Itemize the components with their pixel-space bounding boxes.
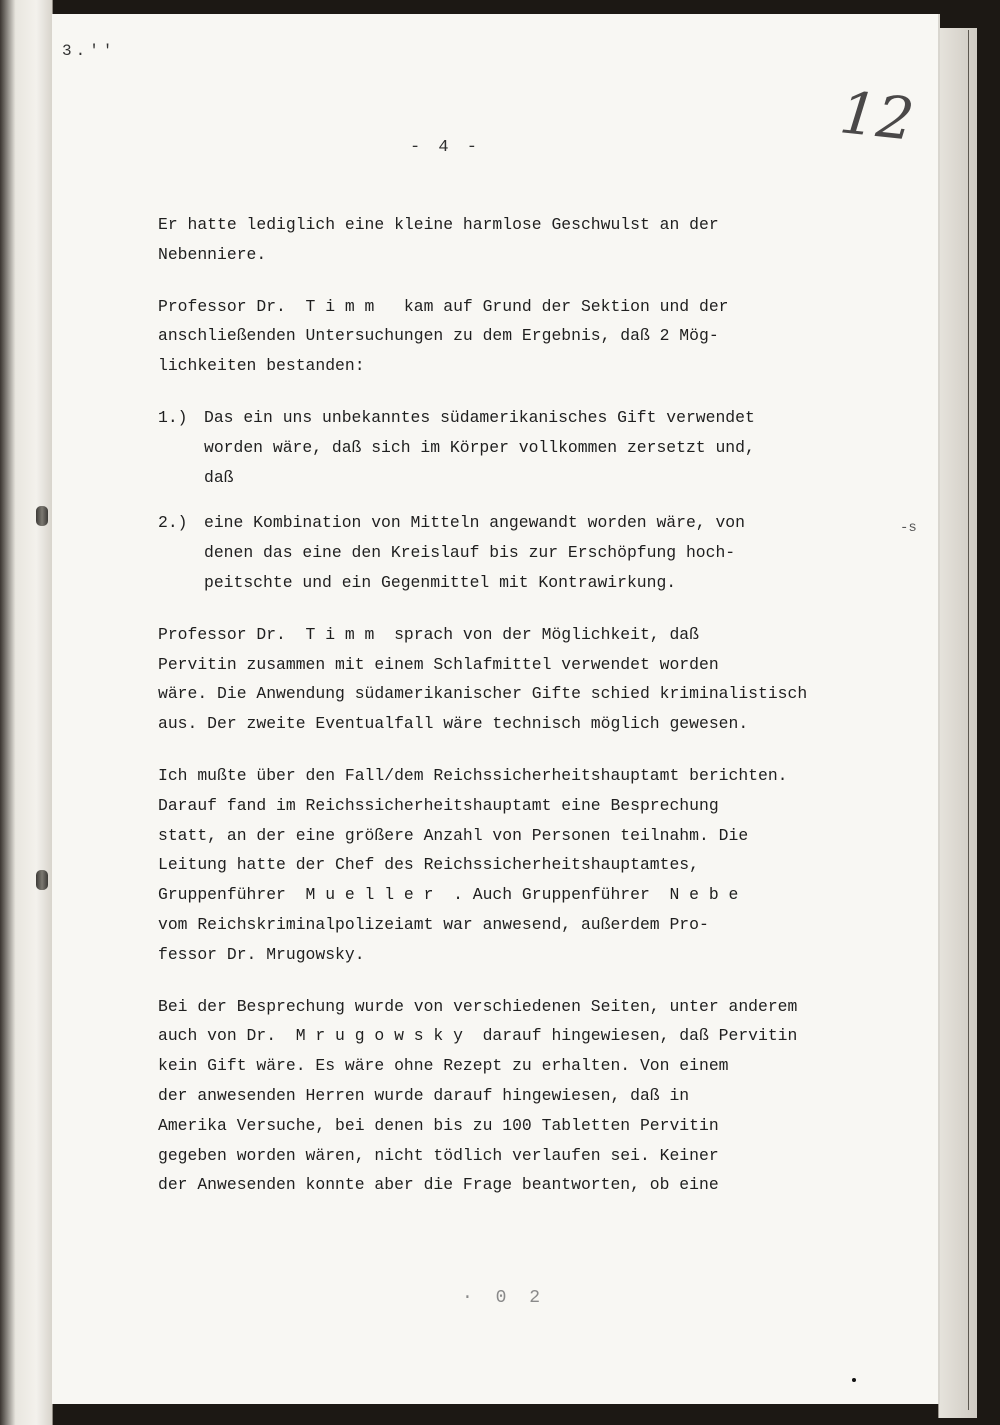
previous-page-edge bbox=[0, 0, 53, 1425]
list-item-text: Das ein uns unbekanntes südamerikanisches Gift verwendet worden wäre, daß sich im Körper vollkommen zersetzt und, daß bbox=[204, 407, 755, 487]
list-item-text: eine Kombination von Mitteln angewandt worden wäre, von denen das eine den Kreislauf bis zur Erschöpfung hoch- peitschte und ein Gegenmittel mit Kontrawirkung. bbox=[204, 513, 745, 592]
ink-dot bbox=[852, 1378, 856, 1382]
page-number: - 4 - bbox=[410, 138, 482, 157]
paragraph-3: Professor Dr. T i m m sprach von der Möglichkeit, daß Pervitin zusammen mit einem Schlafmittel verwendet worden wäre. Die Anwendung südamerikanischer Gifte schied kriminalistisch aus. Der zweite Eventualfall wäre technisch möglich gewesen. bbox=[158, 624, 808, 734]
staple-top bbox=[36, 506, 48, 526]
list-item-number: 2.) bbox=[158, 513, 188, 533]
margin-mark: -s bbox=[900, 520, 917, 536]
staple-bottom bbox=[36, 870, 48, 890]
handwritten-folio-number: 12 bbox=[836, 78, 918, 154]
paragraph-2: Professor Dr. T i m m kam auf Grund der Sektion und der anschließenden Untersuchungen zu dem Ergebnis, daß 2 Mög- lichkeiten bestanden: bbox=[158, 296, 729, 376]
page-edge-line bbox=[968, 30, 969, 1410]
typescript-body bbox=[158, 210, 948, 1222]
footer-mark: · 0 2 bbox=[462, 1288, 547, 1308]
list-item-1 bbox=[158, 403, 948, 492]
paragraph-5: Bei der Besprechung wurde von verschiedenen Seiten, unter anderem auch von Dr. M r u g o w s k y darauf hingewiesen, daß Pervitin kein Gift wäre. Es wäre ohne Rezept zu erhalten. Von einem der anwesenden Herren wurde darauf hingewiesen, daß in Amerika Versuche, bei denen bis zu 100 Tabletten Pervitin gegeben worden wären, nicht tödlich verlaufen sei. Keiner der Anwesenden konnte aber die Frage beantworten, ob eine bbox=[158, 996, 798, 1195]
paragraph-1: Er hatte lediglich eine kleine harmlose Geschwulst an der Nebenniere. bbox=[158, 215, 719, 264]
list-item-number: 1.) bbox=[158, 407, 188, 427]
paragraph-4: Ich mußte über den Fall/dem Reichssicherheitshauptamt berichten. Darauf fand im Reichssicherheitshauptamt eine Besprechung statt, an der eine größere Anzahl von Personen teilnahm. Die Leitung hatte der Chef des Reichssicherheitshauptamtes, Gruppenführer M u e l l e r . Auch Gruppenführer N e b e vom Reichskriminalpolizeiamt war anwesend, außerdem Pro- fessor Dr. Mrugowsky. bbox=[158, 765, 788, 964]
corner-mark: 3.'' bbox=[62, 42, 117, 60]
list-item-2 bbox=[158, 508, 948, 597]
